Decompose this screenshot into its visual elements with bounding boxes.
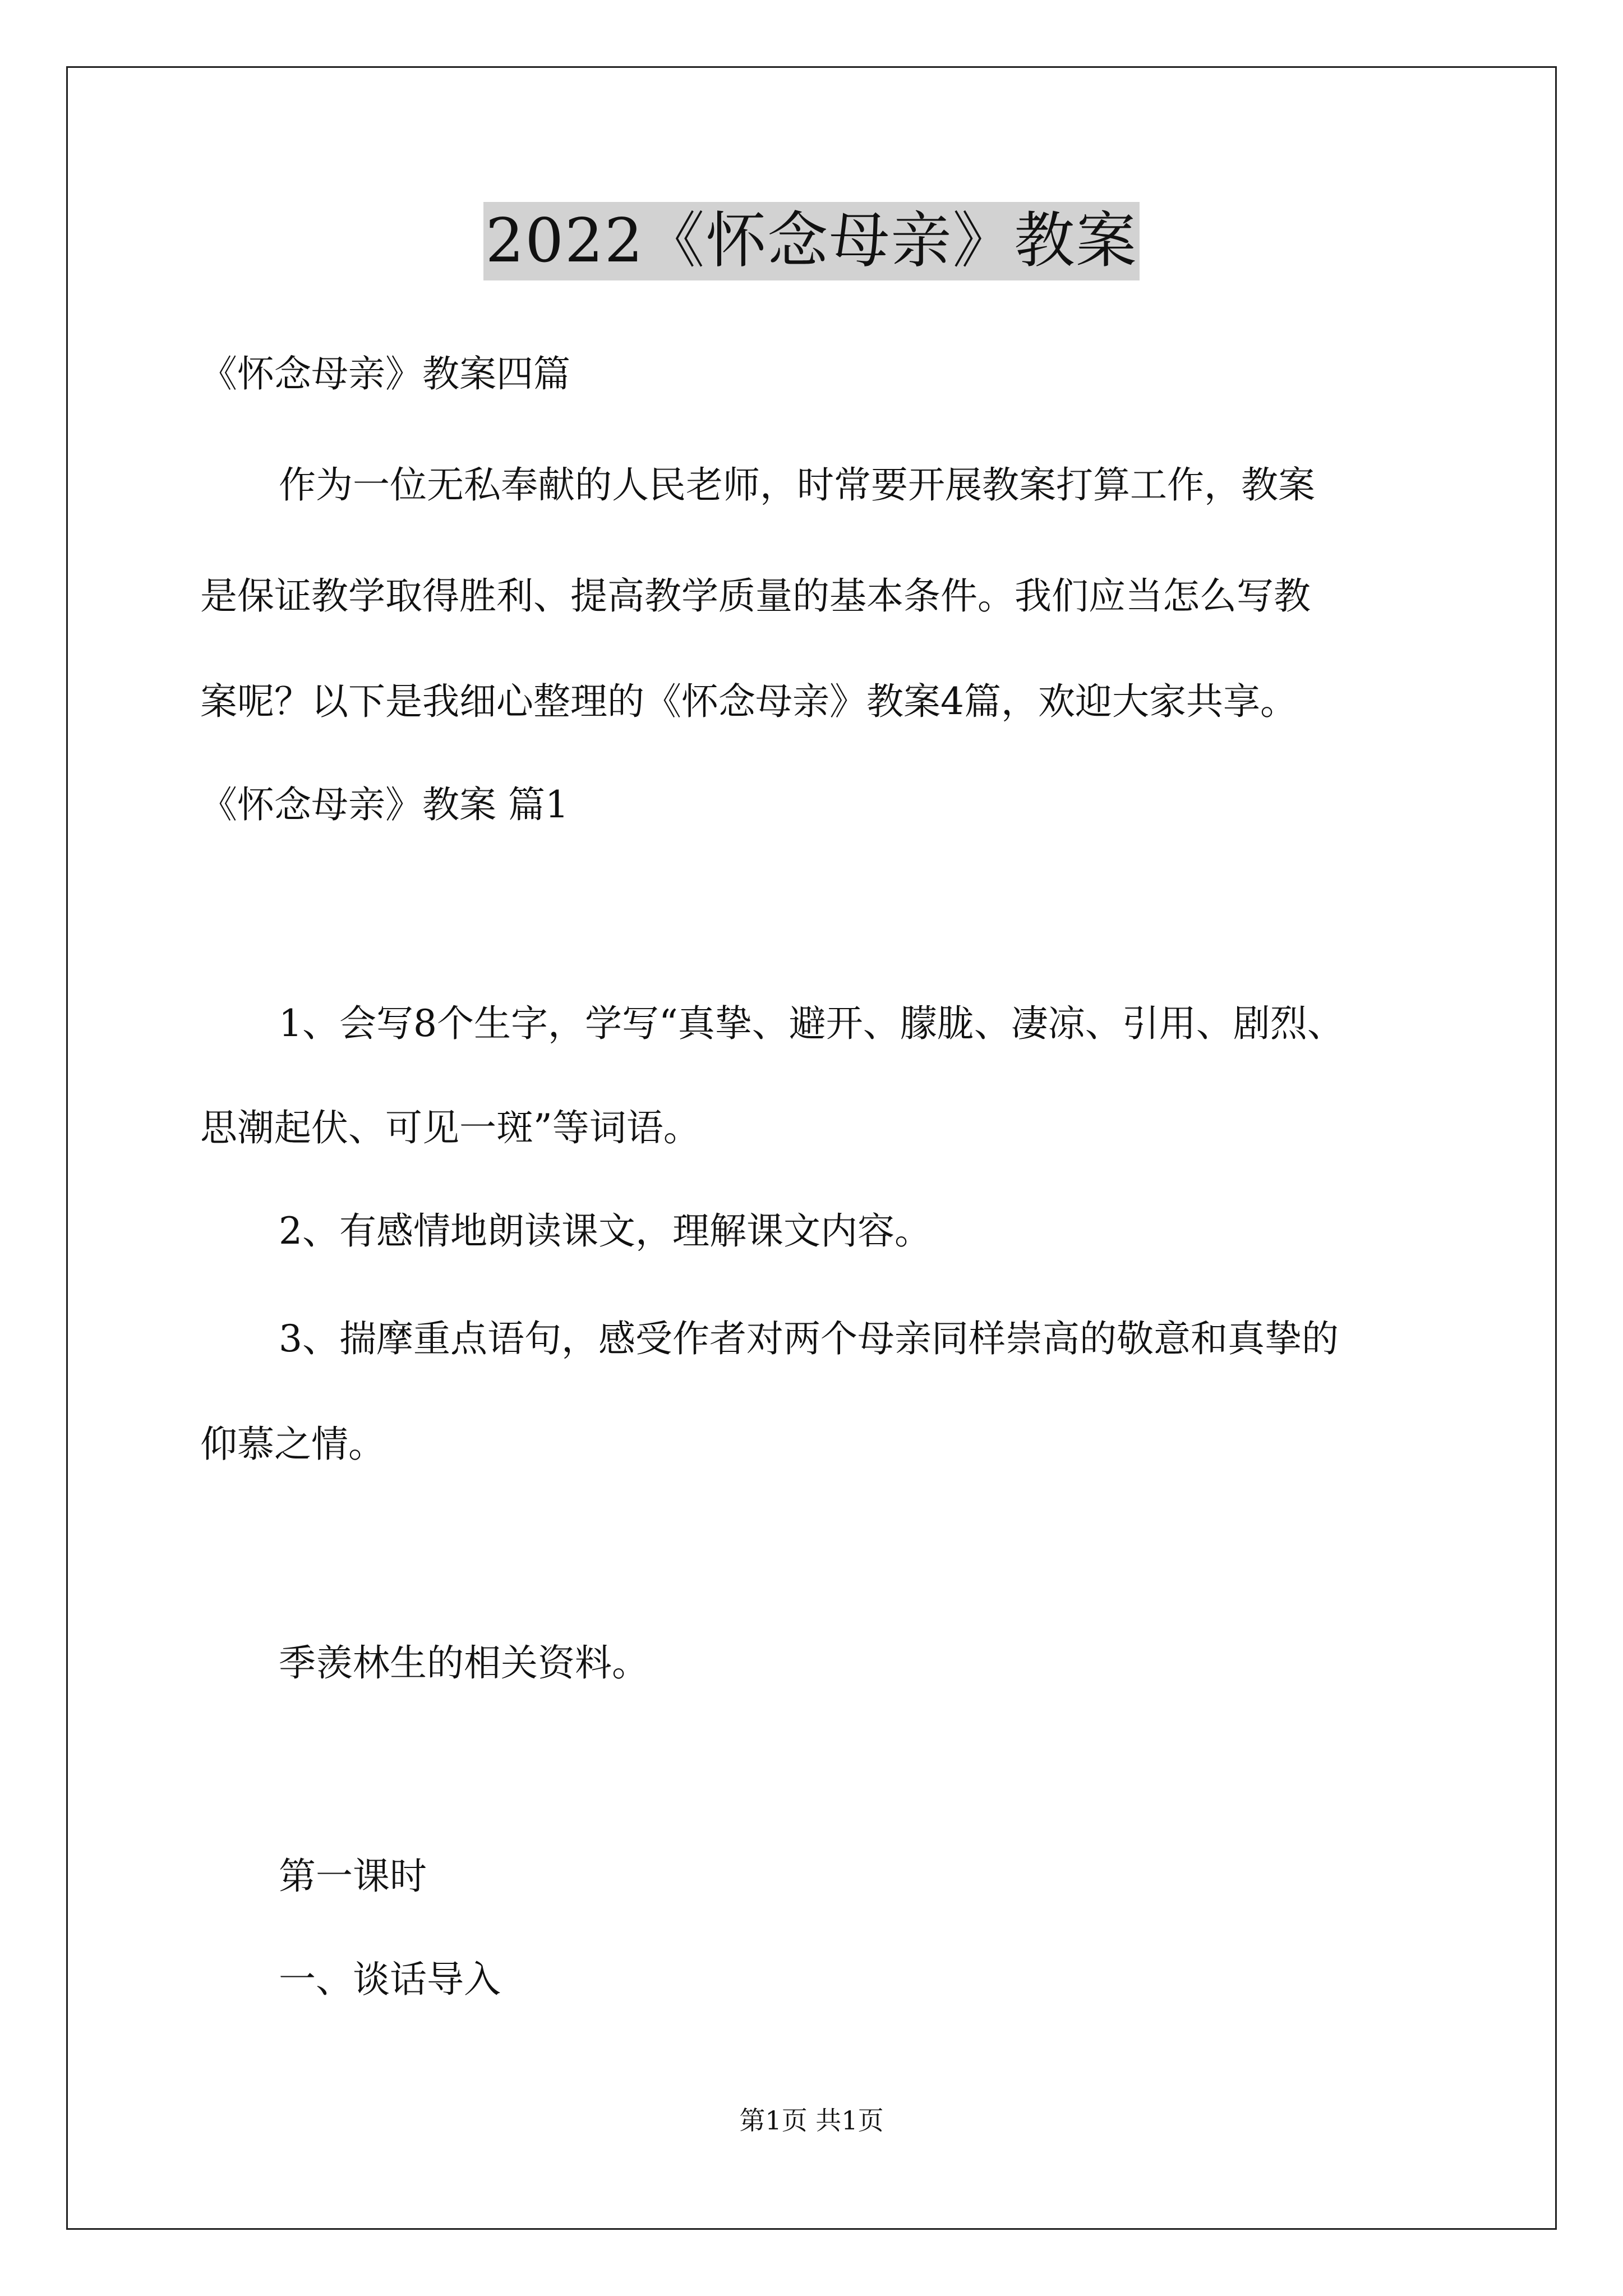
title-wrap (0, 202, 1623, 280)
paragraph-line: 案呢？以下是我细心整理的《怀念母亲》教案4篇，欢迎大家共享。 (200, 680, 1297, 723)
paragraph-line: 季羡林生的相关资料。 (279, 1641, 649, 1685)
list-item-continuation: 仰慕之情。 (200, 1423, 385, 1466)
list-item-continuation: 思潮起伏、可见一斑”等词语。 (200, 1106, 700, 1149)
section-heading: 《怀念母亲》教案 篇1 (200, 783, 569, 826)
subtitle-line: 《怀念母亲》教案四篇 (200, 352, 570, 395)
section-heading: 一、谈话导入 (279, 1958, 501, 2001)
document-title: 2022《怀念母亲》教案 (483, 202, 1140, 280)
list-item: 3、揣摩重点语句，感受作者对两个母亲同样崇高的敬意和真挚的 (279, 1317, 1339, 1360)
paragraph-line: 作为一位无私奉献的人民老师，时常要开展教案打算工作，教案 (279, 463, 1315, 507)
list-item: 1、会写8个生字，学写“真挚、避开、朦胧、凄凉、引用、剧烈、 (279, 1002, 1344, 1045)
page-footer: 第1页 共1页 (739, 2105, 884, 2136)
list-item: 2、有感情地朗读课文，理解课文内容。 (279, 1209, 932, 1253)
paragraph-line: 是保证教学取得胜利、提高教学质量的基本条件。我们应当怎么写教 (200, 574, 1311, 618)
section-heading: 第一课时 (279, 1855, 427, 1898)
